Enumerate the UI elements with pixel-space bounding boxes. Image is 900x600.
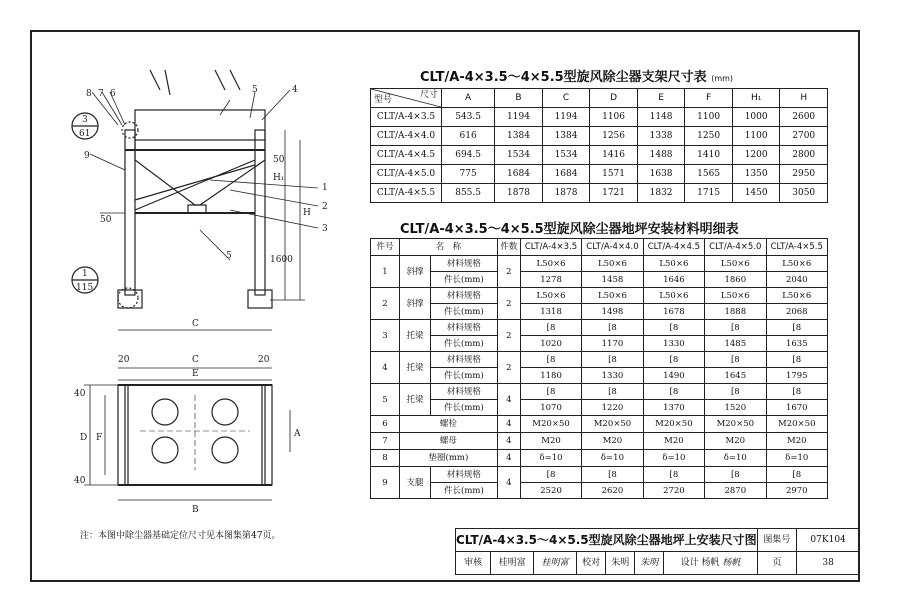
table-row: [371, 416, 828, 433]
table-row: [371, 146, 828, 165]
reviewer-name: 桂明富: [491, 552, 534, 575]
table-cell: 2: [497, 256, 520, 288]
part-5b: 5: [226, 251, 232, 261]
table2-header-no: 件号: [371, 239, 400, 256]
table-cell: CLT/A-4×5.0: [371, 165, 442, 184]
review-label: 审核: [456, 552, 491, 575]
table-cell: [8: [766, 467, 827, 483]
table-row: [371, 165, 828, 184]
table2-header-model: CLT/A-4×3.5: [520, 239, 581, 256]
table-cell: 斜撑: [400, 256, 431, 288]
table-cell: M20×50: [643, 416, 704, 433]
dim-50b: 50: [100, 215, 112, 225]
table-cell: 4: [497, 467, 520, 499]
table-cell: 616: [442, 127, 495, 146]
table-cell: L50×6: [520, 288, 581, 304]
table-cell: 1638: [637, 165, 685, 184]
part-7: 7: [98, 89, 104, 99]
table-cell: [8: [520, 352, 581, 368]
table-cell: 2800: [780, 146, 828, 165]
callout-1-top: 1: [82, 269, 88, 279]
part-3: 3: [322, 224, 328, 234]
table-cell: 1100: [732, 127, 780, 146]
table-cell: 694.5: [442, 146, 495, 165]
table-cell: 1488: [637, 146, 685, 165]
table-row: [371, 127, 828, 146]
dim-40b: 40: [74, 476, 86, 486]
atlas-number: 07K104: [797, 529, 860, 552]
table-cell: 1878: [542, 184, 590, 203]
table-cell: M20: [582, 433, 643, 450]
table-cell: 1106: [590, 108, 638, 127]
table-cell: 4: [497, 450, 520, 467]
table-cell: δ=10: [643, 450, 704, 467]
table-cell: 2620: [582, 483, 643, 499]
table-cell: 1635: [766, 336, 827, 352]
table-cell: [8: [705, 467, 766, 483]
table-cell: [8: [766, 320, 827, 336]
table-cell: 4: [497, 416, 520, 433]
front-and-plan-views: [0, 0, 370, 530]
checker-name: 朱明: [606, 552, 635, 575]
cyclone-upper-body: [135, 110, 265, 140]
atlas-label: 图集号: [757, 529, 797, 552]
table-cell: [8: [520, 467, 581, 483]
part-1: 1: [322, 183, 328, 193]
table2-header-count: 件数: [497, 239, 520, 256]
table-cell: δ=10: [766, 450, 827, 467]
table-cell: 件长(mm): [431, 400, 498, 416]
table-cell: 1370: [643, 400, 704, 416]
cyclone-top: [150, 70, 240, 95]
check-label: 校对: [577, 552, 606, 575]
table-row: [371, 467, 828, 483]
table-cell: 1220: [582, 400, 643, 416]
table-cell: 1534: [495, 146, 543, 165]
table-cell: 材料规格: [431, 320, 498, 336]
table-row: [371, 184, 828, 203]
table-cell: L50×6: [766, 256, 827, 272]
table-cell: 材料规格: [431, 352, 498, 368]
table2-title: CLT/A-4×3.5～4×5.5型旋风除尘器地坪安装材料明细表: [400, 222, 739, 237]
table-cell: 9: [371, 467, 400, 499]
table-cell: M20: [705, 433, 766, 450]
table-row: [371, 400, 828, 416]
leg-left: [125, 130, 135, 295]
table-cell: 1888: [705, 304, 766, 320]
table-cell: 1318: [520, 304, 581, 320]
table-cell: 2040: [766, 272, 827, 288]
table-cell: 1860: [705, 272, 766, 288]
table1-col-f: F: [685, 89, 733, 108]
table-cell: 4: [497, 433, 520, 450]
dim-f: F: [96, 433, 103, 443]
table-cell: 2950: [780, 165, 828, 184]
table-cell: 1795: [766, 368, 827, 384]
table-cell: 1410: [685, 146, 733, 165]
table-cell: 件长(mm): [431, 272, 498, 288]
table-cell: 1684: [495, 165, 543, 184]
table-row: [371, 108, 828, 127]
footnote: 注：本图中除尘器基础定位尺寸见本图集第47页。: [80, 531, 281, 541]
table-cell: 1646: [643, 272, 704, 288]
table-cell: 螺栓: [400, 416, 498, 433]
table2-header-model: CLT/A-4×5.5: [766, 239, 827, 256]
table-cell: [8: [582, 352, 643, 368]
table-cell: CLT/A-4×5.5: [371, 184, 442, 203]
outlet: [188, 205, 206, 213]
plan-cyclone-4: [212, 437, 238, 463]
table-cell: 1832: [637, 184, 685, 203]
table-cell: M20×50: [705, 416, 766, 433]
table-cell: [8: [520, 320, 581, 336]
table-cell: L50×6: [582, 288, 643, 304]
table-cell: 垫圈(mm): [400, 450, 498, 467]
table-cell: 1878: [495, 184, 543, 203]
part-8: 8: [86, 89, 92, 99]
dim-d: D: [80, 433, 88, 443]
table-cell: 1684: [542, 165, 590, 184]
checker-signature: 朱明: [635, 552, 664, 575]
table-cell: 1645: [705, 368, 766, 384]
design-label: 设计: [680, 558, 699, 568]
table-cell: 1330: [643, 336, 704, 352]
table-cell: 2700: [780, 127, 828, 146]
table-cell: 件长(mm): [431, 336, 498, 352]
table-cell: 1715: [685, 184, 733, 203]
dim-40a: 40: [74, 389, 86, 399]
table-cell: 4: [371, 352, 400, 384]
part-4: 4: [292, 85, 298, 95]
table1-header-model: 型号: [374, 95, 393, 105]
table-cell: 1534: [542, 146, 590, 165]
table-cell: 斜撑: [400, 288, 431, 320]
table-cell: 1384: [542, 127, 590, 146]
table-cell: 2600: [780, 108, 828, 127]
table-cell: 托梁: [400, 352, 431, 384]
table-cell: 材料规格: [431, 384, 498, 400]
table-cell: 1450: [732, 184, 780, 203]
designer-signature: 杨帆: [722, 558, 741, 568]
table-cell: 1170: [582, 336, 643, 352]
table-cell: [8: [582, 467, 643, 483]
table-cell: 1278: [520, 272, 581, 288]
dim-c-plan: C: [192, 355, 199, 365]
table-cell: [8: [705, 320, 766, 336]
table-cell: L50×6: [766, 288, 827, 304]
table-cell: M20×50: [582, 416, 643, 433]
table-cell: [8: [643, 467, 704, 483]
callout-115: 115: [76, 283, 94, 293]
table-cell: 1338: [637, 127, 685, 146]
table-row: [371, 320, 828, 336]
table-cell: 材料规格: [431, 256, 498, 272]
table-cell: 2520: [520, 483, 581, 499]
table-cell: [8: [705, 384, 766, 400]
table-cell: CLT/A-4×3.5: [371, 108, 442, 127]
plan-cyclone-2: [212, 399, 238, 425]
dim-c-front: C: [192, 319, 199, 329]
table-cell: 1250: [685, 127, 733, 146]
table-cell: 1256: [590, 127, 638, 146]
part-5a: 5: [252, 85, 258, 95]
table-cell: 3050: [780, 184, 828, 203]
table-cell: 材料规格: [431, 467, 498, 483]
table2-header-model: CLT/A-4×4.5: [643, 239, 704, 256]
table-cell: 1070: [520, 400, 581, 416]
table-cell: 件长(mm): [431, 483, 498, 499]
table-cell: 2: [497, 320, 520, 352]
table1-col-e: E: [637, 89, 685, 108]
table-cell: 1148: [637, 108, 685, 127]
table1-corner: [371, 89, 442, 108]
table-cell: 支腿: [400, 467, 431, 499]
drawing-title: CLT/A-4×3.5～4×5.5型旋风除尘器地坪上安装尺寸图: [456, 529, 758, 552]
table-cell: 材料规格: [431, 288, 498, 304]
table-cell: 775: [442, 165, 495, 184]
table-cell: [8: [643, 320, 704, 336]
table-cell: M20×50: [766, 416, 827, 433]
table-cell: 1490: [643, 368, 704, 384]
table-cell: 螺母: [400, 433, 498, 450]
table-cell: M20: [520, 433, 581, 450]
table-cell: 1194: [542, 108, 590, 127]
table-row: [371, 288, 828, 304]
table-cell: 8: [371, 450, 400, 467]
table-row: [371, 336, 828, 352]
table-cell: [8: [766, 384, 827, 400]
reviewer-signature: 桂明富: [534, 552, 577, 575]
table-cell: 1670: [766, 400, 827, 416]
dim-50a: 50: [273, 155, 285, 165]
table-cell: L50×6: [643, 288, 704, 304]
table-cell: 1000: [732, 108, 780, 127]
table-cell: 2: [497, 288, 520, 320]
table-cell: 1200: [732, 146, 780, 165]
table-cell: [8: [520, 384, 581, 400]
table-row: [371, 450, 828, 467]
table-cell: [8: [582, 384, 643, 400]
material-list-table: [370, 238, 828, 499]
table-cell: 1416: [590, 146, 638, 165]
table-row: [371, 433, 828, 450]
callout-61: 61: [79, 129, 91, 139]
table-cell: 2: [497, 352, 520, 384]
table1-col-a: A: [442, 89, 495, 108]
table-cell: 1020: [520, 336, 581, 352]
table-cell: δ=10: [705, 450, 766, 467]
table-cell: 1100: [685, 108, 733, 127]
table1-col-h: H: [780, 89, 828, 108]
table-cell: 件长(mm): [431, 304, 498, 320]
table-row: [371, 256, 828, 272]
table-cell: 1330: [582, 368, 643, 384]
plan-cyclone-3: [152, 437, 178, 463]
table-cell: 6: [371, 416, 400, 433]
table-cell: 1520: [705, 400, 766, 416]
table-cell: [8: [643, 384, 704, 400]
dim-h: H: [303, 208, 311, 218]
table1-col-c: C: [542, 89, 590, 108]
brace-1: [135, 160, 255, 210]
table-cell: 1384: [495, 127, 543, 146]
table1-header-dim: 尺寸: [419, 90, 438, 100]
design-cell: [664, 552, 757, 575]
table-row: [371, 304, 828, 320]
table-cell: M20: [766, 433, 827, 450]
table-row: [371, 483, 828, 499]
table-cell: 1498: [582, 304, 643, 320]
table-cell: 1180: [520, 368, 581, 384]
callout-3-top: 3: [82, 115, 88, 125]
part-6: 6: [110, 89, 116, 99]
table1-col-d: D: [590, 89, 638, 108]
foot-right: [248, 290, 272, 308]
dim-20b: 20: [258, 355, 270, 365]
table-cell: 1194: [495, 108, 543, 127]
bracket-dimension-table: [370, 88, 828, 203]
table-cell: 1350: [732, 165, 780, 184]
table-cell: L50×6: [582, 256, 643, 272]
table-cell: 2870: [705, 483, 766, 499]
part-2: 2: [322, 202, 328, 212]
table-cell: δ=10: [582, 450, 643, 467]
table-cell: 1678: [643, 304, 704, 320]
leg-right: [255, 130, 265, 295]
table-cell: [8: [643, 352, 704, 368]
table2-header-model: CLT/A-4×5.0: [705, 239, 766, 256]
table-cell: 855.5: [442, 184, 495, 203]
table-cell: [8: [766, 352, 827, 368]
table-cell: M20×50: [520, 416, 581, 433]
table1-title-text: CLT/A-4×3.5～4×5.5型旋风除尘器支架尺寸表: [420, 70, 707, 85]
dim-e: E: [192, 369, 199, 379]
table1-title: [420, 66, 733, 85]
table-cell: 2068: [766, 304, 827, 320]
table-cell: 5: [371, 384, 400, 416]
table-cell: L50×6: [643, 256, 704, 272]
dim-1600: 1600: [270, 255, 293, 265]
table1-col-b: B: [495, 89, 543, 108]
dim-a: A: [294, 429, 301, 439]
table-cell: CLT/A-4×4.5: [371, 146, 442, 165]
table-row: [371, 272, 828, 288]
table2-header-model: CLT/A-4×4.0: [582, 239, 643, 256]
title-block: [455, 528, 860, 575]
table-cell: δ=10: [520, 450, 581, 467]
table-cell: M20: [643, 433, 704, 450]
table-cell: L50×6: [520, 256, 581, 272]
dim-h1: H₁: [273, 173, 285, 183]
table-cell: 3: [371, 320, 400, 352]
table2-header-name: 名 称: [400, 239, 498, 256]
dim-b: B: [192, 505, 199, 515]
table-cell: 2720: [643, 483, 704, 499]
dim-20a: 20: [118, 355, 130, 365]
plan-cyclone-1: [152, 399, 178, 425]
table-row: [371, 352, 828, 368]
table-cell: 1: [371, 256, 400, 288]
table-cell: 4: [497, 384, 520, 416]
brace-2: [135, 165, 255, 200]
table-cell: 托梁: [400, 320, 431, 352]
table-cell: 件长(mm): [431, 368, 498, 384]
table-cell: 543.5: [442, 108, 495, 127]
table-cell: 托梁: [400, 384, 431, 416]
table-cell: L50×6: [705, 256, 766, 272]
table-cell: [8: [582, 320, 643, 336]
page-number: 38: [797, 552, 860, 575]
table-cell: 1565: [685, 165, 733, 184]
part-9: 9: [84, 151, 90, 161]
table-cell: CLT/A-4×4.0: [371, 127, 442, 146]
page-label: 页: [757, 552, 797, 575]
table-cell: [8: [705, 352, 766, 368]
table1-col-h1: H₁: [732, 89, 780, 108]
table1-unit: (mm): [711, 74, 734, 83]
table-row: [371, 368, 828, 384]
table-cell: 1571: [590, 165, 638, 184]
table-cell: 1485: [705, 336, 766, 352]
table-cell: 1721: [590, 184, 638, 203]
table-cell: 2: [371, 288, 400, 320]
table-row: [371, 384, 828, 400]
table-cell: 1458: [582, 272, 643, 288]
table-cell: 7: [371, 433, 400, 450]
table-cell: L50×6: [705, 288, 766, 304]
designer-name: 杨帆: [701, 558, 720, 568]
table-cell: 2970: [766, 483, 827, 499]
